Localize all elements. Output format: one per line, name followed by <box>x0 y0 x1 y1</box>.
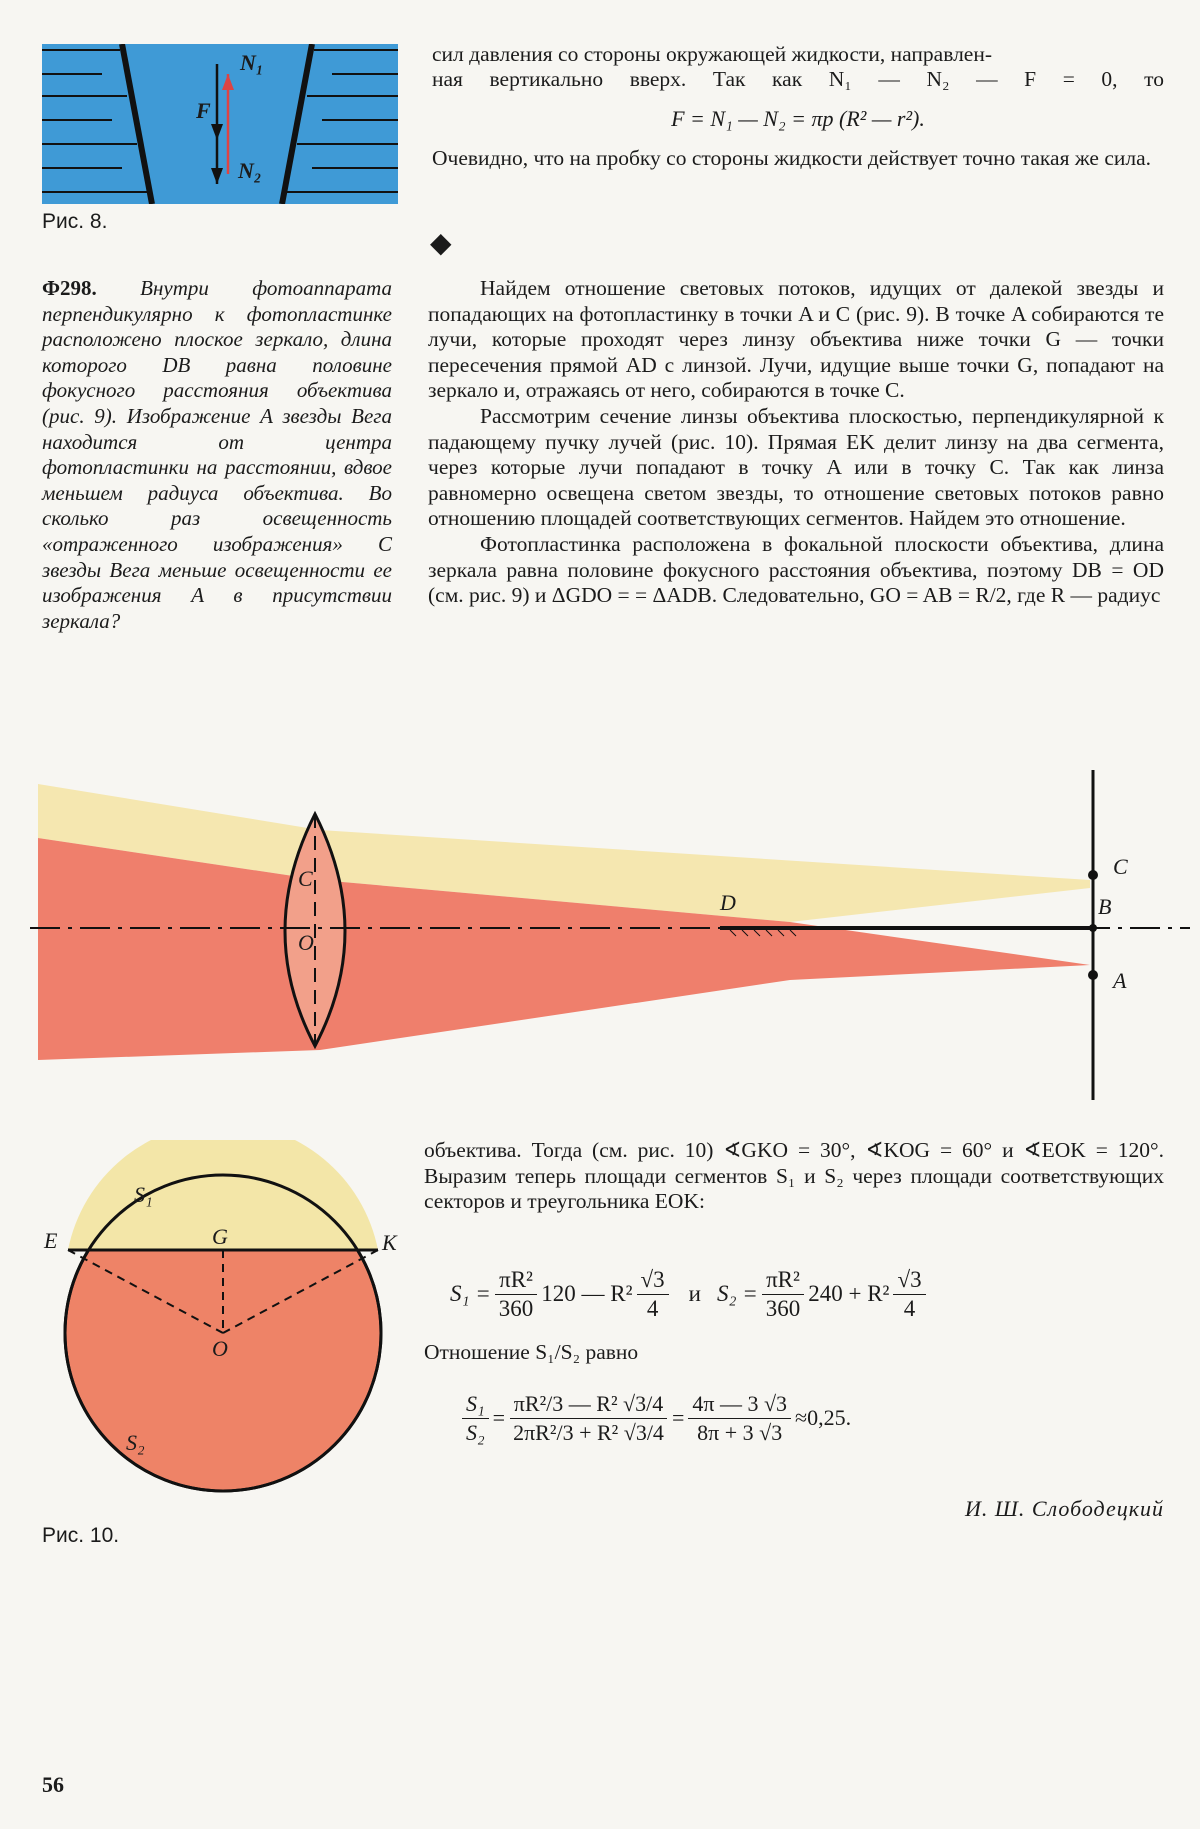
fig9-drawing <box>30 770 1190 1100</box>
solution-paragraph-1: Найдем отношение световых потоков, идущих от далекой звезды и попадающих на фотопластинку в точки A и C (рис. 9). В точке A собираются те лучи, которые проходят через линзу объектива ниже точки G — точки пересечения прямой AD с линзой. Лучи, идущие выше точки G, попадают на зеркало и, отражаясь от него, собираются в точке C. <box>428 276 1164 403</box>
author: И. Ш. Слободецкий <box>964 1496 1164 1521</box>
figure-10 <box>40 1140 410 1510</box>
ratio-den: S₂ <box>466 1419 485 1445</box>
solution-block <box>428 276 1164 609</box>
figure-9 <box>30 770 1190 1100</box>
eq-s2-mid: 240 + R² <box>808 1281 890 1306</box>
fig8-drawing <box>42 44 398 204</box>
ratio-den: 8π + 3 √3 <box>697 1419 783 1445</box>
eq-and: и <box>688 1281 701 1306</box>
fig9-label-c: C <box>1113 854 1128 879</box>
section-separator: ◆ <box>430 228 452 259</box>
problem-block <box>42 276 392 634</box>
ratio-eq-2: = <box>671 1405 685 1430</box>
eq-num: √3 <box>893 1267 925 1295</box>
fig10-label-k: K <box>382 1230 397 1255</box>
solution-paragraph-3: Фотопластинка расположена в фокальной плоскости объектива, длина зеркала равна половине фокусного расстояния объектива, поэтому DB = OD (см. рис. 9) и ΔGDO = = ΔADB. Следовательно, GO = AB = R/2, где R — радиус <box>428 531 1164 608</box>
ratio-frac-areas <box>509 1391 668 1446</box>
eq-s1-lhs: S₁ = <box>450 1281 491 1306</box>
top-line-2: ная вертикально вверх. Так как N₁ — N₂ — F = 0, то <box>432 67 1164 91</box>
fig10-label-s2: S₂ <box>126 1430 145 1455</box>
ratio-eq-1: = <box>492 1405 506 1430</box>
eq-num: πR² <box>762 1267 804 1295</box>
eq-den: 4 <box>646 1295 659 1321</box>
ratio-intro: Отношение S₁/S₂ равно <box>424 1340 639 1364</box>
ratio-num: S₁ <box>462 1391 489 1419</box>
top-line-1: сил давления со стороны окружающей жидкости, направлен- <box>432 42 993 66</box>
eq-s2-lhs: S₂ = <box>716 1281 758 1306</box>
eq-num: πR² <box>495 1267 537 1295</box>
fig9-label-a: A <box>1113 968 1127 993</box>
eq-frac-pi-r2-360-b <box>762 1267 805 1322</box>
fig8-label-n2: N₂ <box>238 158 262 183</box>
figure-8 <box>42 44 398 204</box>
eq-frac-pi-r2-360-a <box>495 1267 538 1322</box>
fig10-drawing <box>40 1140 410 1510</box>
fig9-label-c-lens: C <box>298 866 313 891</box>
fig10-label-o: O <box>212 1336 228 1361</box>
eq-den: 4 <box>903 1295 916 1321</box>
eq-frac-sqrt3-4-b <box>893 1267 925 1322</box>
equation-ratio <box>458 1378 1178 1458</box>
top-formula: F = N₁ — N₂ = πp (R² — r²). <box>671 106 925 131</box>
fig10-label-g: G <box>212 1224 228 1249</box>
solution-paragraph-2: Рассмотрим сечение линзы объектива плоскостью, перпендикулярной к падающему пучку лучей (рис. 10). Прямая EK делит линзу на два сегмента, через которые лучи попадают в точку A или в точку C. Так как линза равномерно освещена светом звезды, то отношение световых потоков равно отношению площадей соответствующих сегментов. Найдем это отношение. <box>428 403 1164 531</box>
eq-den: 360 <box>498 1295 534 1321</box>
fig8-label-f: F <box>196 98 211 123</box>
fig8-caption: Рис. 8. <box>42 210 108 233</box>
problem-number: Ф298. <box>42 276 97 300</box>
fig10-label-s1: S₁ <box>134 1182 153 1207</box>
ratio-num: 4π — 3 √3 <box>688 1391 791 1419</box>
problem-text: Внутри фотоаппарата перпендикулярно к фотопластинке расположено плоское зеркало, длина которого DB равна половине фокусного расстояния объектива (рис. 9). Изображение A звезды Вега находится от центра фотопластинки на расстоянии, вдвое меньшем радиуса объектива. Во сколько раз освещенность «отраженного изображения» C звезды Вега меньше освещенности ее изображения A в присутствии зеркала? <box>42 276 392 633</box>
ratio-frac-s1-s2 <box>462 1391 489 1446</box>
top-paragraph-2: Очевидно, что на пробку со стороны жидкости действует точно такая же сила. <box>432 146 1152 170</box>
eq-s1-mid: 120 — R² <box>541 1281 633 1306</box>
fig10-label-e: E <box>44 1228 58 1253</box>
eq-num: √3 <box>637 1267 669 1295</box>
solution-paragraph-4: объектива. Тогда (см. рис. 10) ∢GKO = 30°, ∢KOG = 60° и ∢EOK = 120°. Выразим теперь площади сегментов S₁ и S₂ через площади соответствующих секторов и треугольника EOK: <box>424 1138 1164 1214</box>
fig10-caption: Рис. 10. <box>42 1524 120 1547</box>
equation-segments <box>450 1254 1170 1334</box>
ratio-frac-simplified <box>688 1391 791 1446</box>
page-number: 56 <box>42 1772 64 1797</box>
fig9-label-d: D <box>720 890 736 915</box>
fig9-label-b: B <box>1098 894 1112 919</box>
ratio-den: 2πR²/3 + R² √3/4 <box>513 1419 664 1445</box>
eq-frac-sqrt3-4-a <box>637 1267 669 1322</box>
fig8-label-n1: N₁ <box>240 50 264 75</box>
ratio-num: πR²/3 — R² √3/4 <box>510 1391 667 1419</box>
fig9-label-o-lens: O <box>298 930 314 955</box>
eq-den: 360 <box>765 1295 801 1321</box>
ratio-approx: ≈0,25. <box>795 1405 852 1430</box>
